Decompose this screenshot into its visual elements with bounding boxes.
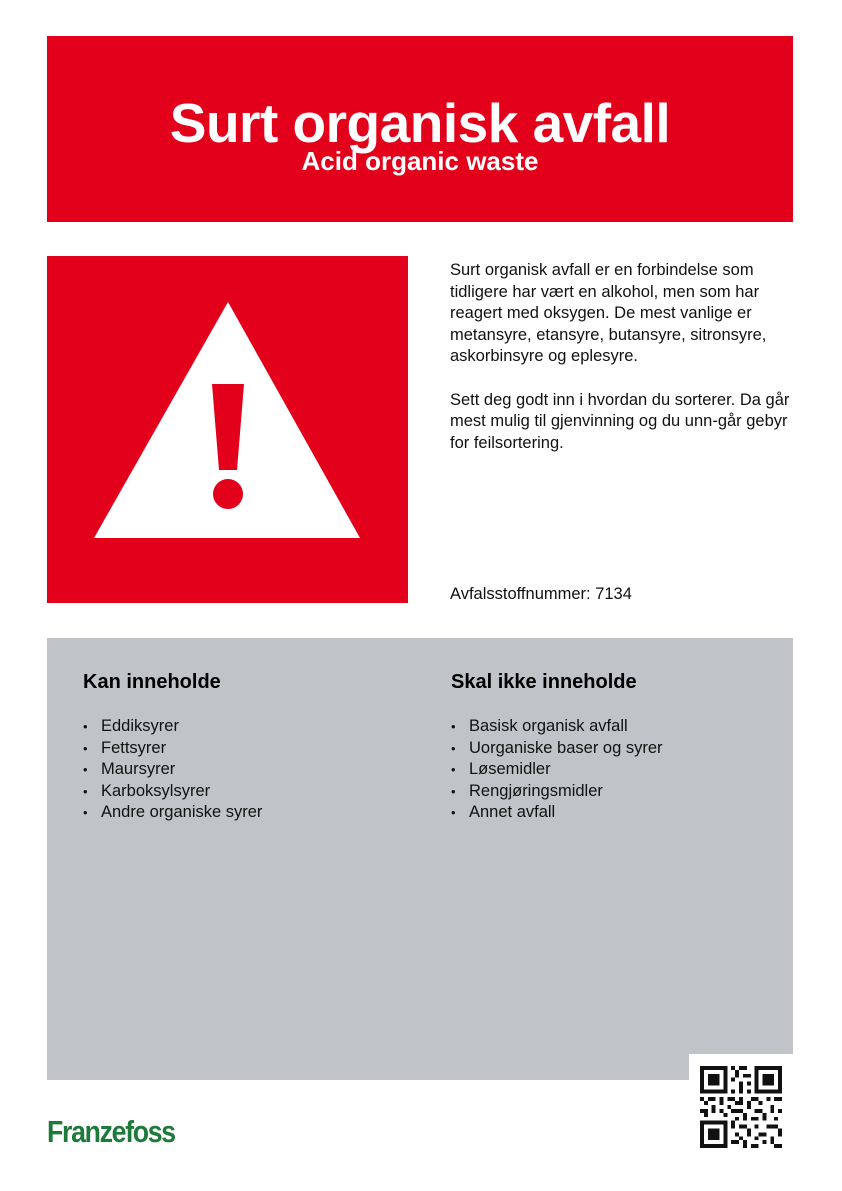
list-item: • Uorganiske baser og syrer (451, 738, 663, 760)
exclamation-triangle-icon (47, 256, 408, 603)
qr-code-icon (700, 1066, 782, 1148)
can-contain-heading: Kan inneholde (83, 671, 221, 693)
list-item: • Løsemidler (451, 759, 663, 781)
page-subtitle: Acid organic waste (301, 146, 539, 176)
list-item: • Basisk organisk avfall (451, 716, 663, 738)
list-item: • Eddiksyrer (83, 716, 262, 738)
description-paragraph: Surt organisk avfall er en forbindelse som tidligere har vært en alkohol, men som har reagert med oksygen. De mest vanlige er metansyre, etansyre, butansyre, sitronsyre, askorbinsyre og eplesyre. (450, 261, 767, 366)
waste-number: Avfalsstoffnummer: 7134 (450, 585, 632, 603)
list-item: • Andre organiske syrer (83, 802, 262, 824)
can-contain-list (83, 716, 262, 824)
franzefoss-logo: Franzefoss (47, 1114, 175, 1149)
list-item: • Rengjøringsmidler (451, 781, 663, 803)
page-title: Surt organisk avfall (169, 92, 671, 154)
list-item: • Karboksylsyrer (83, 781, 262, 803)
can-contain-section (83, 670, 262, 824)
must-not-contain-heading: Skal ikke inneholde (451, 671, 637, 693)
qr-code[interactable] (689, 1054, 793, 1158)
warning-panel (47, 256, 408, 603)
list-item: • Annet avfall (451, 802, 663, 824)
description-paragraph: Sett deg godt inn i hvordan du sorterer. Da går mest mulig til gjenvinning og du unn-går gebyr for feilsortering. (450, 390, 790, 452)
must-not-contain-section (451, 670, 663, 824)
must-not-contain-list (451, 716, 663, 824)
description (450, 260, 800, 476)
list-item: • Maursyrer (83, 759, 262, 781)
header-banner (47, 36, 793, 222)
list-item: • Fettsyrer (83, 738, 262, 760)
